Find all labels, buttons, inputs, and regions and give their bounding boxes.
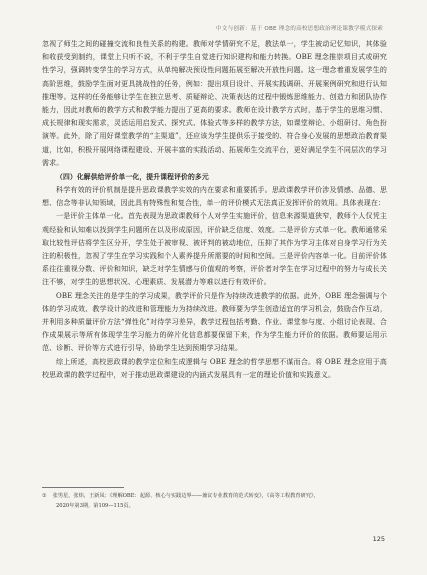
footnote-text: 张男星，张炜，王新凤：《理解OBE：起源、核心与实践边界——兼议专业教育的范式转变》，《高等工程教育研究》， xyxy=(52,493,319,499)
footnote-text-continued: 2020年第3期，第109—115页。 xyxy=(56,503,134,509)
body-paragraph: 综上所述，高校思政课的教学定位和生成逻辑与 OBE 理念的哲学思想不谋而合。将 OBE 理念应用于高校思政课的教学过程中，对于推动思政课建设的内涵式发展具有一定的理论价值和实践意义。 xyxy=(42,357,387,379)
footnote-divider xyxy=(42,487,124,488)
footnote-mark: ① xyxy=(42,493,47,499)
body-paragraph: 忽视了师生之间的碰撞交流和良性关系的构建。教师对学情研究不足，教法单一，学生被动记忆知识，其体验和收获受到制约，课堂上只听不说，不利于学生自觉进行知识建构和能力转换。OBE 理念推崇项目式或研究性学习，强调转变学生的学习方式，从单纯解决预设性问题拓展至解决开放性问题。这一理念着重发展学生的高阶思维，鼓励学生面对更具挑战性的任务，例如：提出项目设计、开展实践调研、开展案例研究和进行认知推理等。这样的任务能够让学生在独立思考、质疑辩论、决策表达的过程中锻炼思维能力、创造力和团队协作能力，因此对教师的教学方式和教学能力提出了更高的要求。教师在设计教学方式时，基于学生的思维习惯、成长规律和现实需求，灵活运用启发式、探究式、体验式等多样的教学方法，如课堂辩论、小组研讨、角色扮演等。此外，除了用好课堂教学的“主渠道”，还应该为学生提供乐于接受的、符合身心发展的思想政治教育渠道，比如，积极开展网络课程建设、开展丰富的实践活动、拓展师生交流平台，更好满足学生不同层次的学习需求。 xyxy=(42,40,387,167)
page-number: 125 xyxy=(372,535,385,543)
body-text xyxy=(42,38,387,382)
body-paragraph: OBE 理念关注的是学生的学习成果，教学评价只是作为持续改进教学的依据。此外，OBE 理念强调与个体的学习成效、教学设计的改进和管理能力为持续改进。教师要为学生创造适宜的学习机会，鼓励合作互动，并利用多种质量评价方法“弹性化”对待学习差异，教学过程包括考勤、作业、课堂参与度、小组讨论表现、合作成果展示等所有体现学生学习能力的碎片化信息都要保留下来，作为学生能力评价的依据。教师要运用示范、诊断、评价等方式进行引导，协助学生达到预期学习结果。 xyxy=(42,291,387,353)
body-paragraph: 一是评价主体单一化。首先表现为思政课教师个人对学生实施评价，信息来源渠道狭窄，教师个人仅凭主观经验和认知难以找到学生问题所在以及形成原因，评价缺乏信度、效度。二是评价方式单一化。教师通常采取比较性评估将学生区分开，学生处于被审视、被评判的被动地位，压抑了其作为学习主体对自身学习行为关注的积极性，忽视了学生在学习实践和个人素养提升所需要的时间和空间。三是评价内容单一化。目前评价体系往往重视分数、评价和知识，缺乏对学生情感与价值观的考察，评价者对学生在学习过程中的努力与成长关注不够，对学生的思想状况、心理素质、发展潜力等难以进行有效评价。 xyxy=(42,212,387,287)
body-paragraph: 科学有效的评价机制是提升思政课教学实效的内在要求和重要抓手。思政课教学评价涉及情感、品德、思想、信念等非认知领域，因此具有特殊性和复合性，单一的评价模式无法真正发挥评价的效用。具体表现在： xyxy=(42,186,387,208)
section-heading: （四）化解供给评价单一化，提升课程评价的多元 xyxy=(56,173,209,182)
footnote xyxy=(42,491,387,511)
running-header: 中文与创新：基于 OBE 理念的高校思想政治理论课教学模式探索 xyxy=(216,26,383,32)
